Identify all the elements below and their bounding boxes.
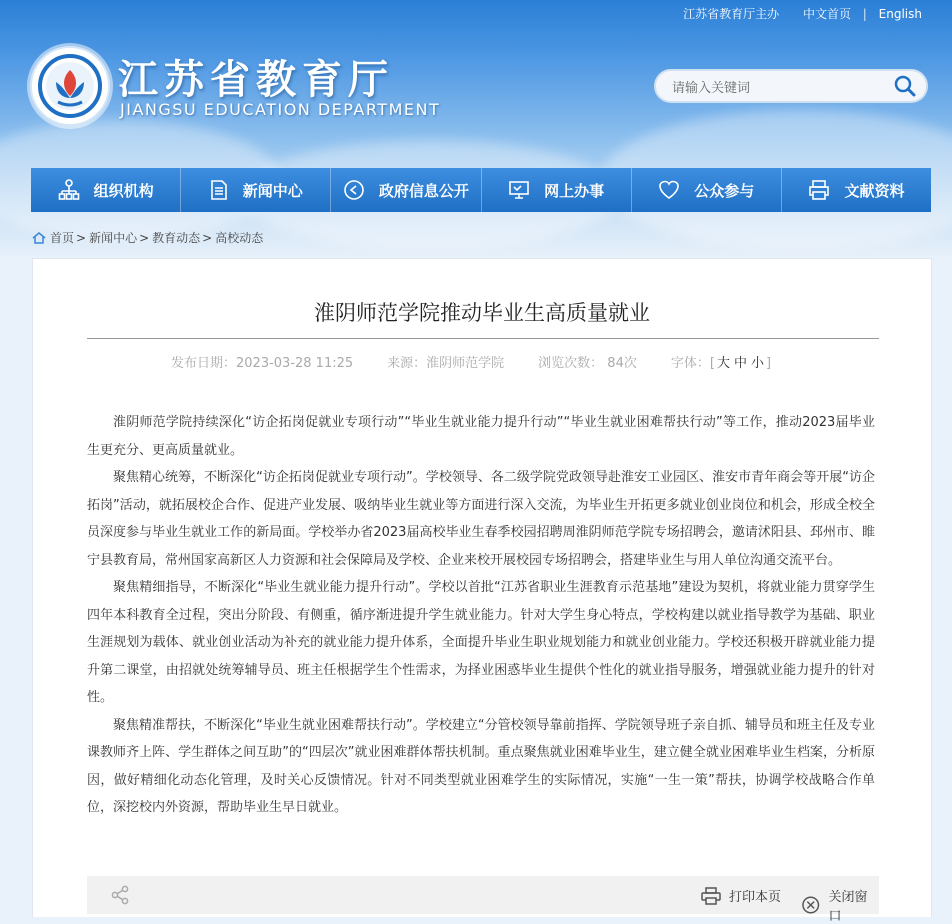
breadcrumb-news[interactable]: 新闻中心	[89, 231, 138, 245]
font-size-switcher	[671, 352, 771, 371]
font-bracket-open: [	[709, 356, 715, 371]
nav-item-public-participation[interactable]	[632, 168, 782, 212]
site-header	[0, 0, 952, 256]
close-circle-icon	[801, 895, 820, 915]
printer-icon	[701, 887, 721, 905]
article-paragraph: 聚焦精心统筹，不断深化“访企拓岗促就业专项行动”。学校领导、各二级学院党政领导赴淮安工业园区、淮安市青年商会等开展“访企拓岗”活动，就拓展校企合作、促进产业发展、吸纳毕业生就业等方面进行深入交流，为毕业生开拓更多就业创业岗位和机会，形成全校全员深度参与毕业生就业工作的新局面。学校举办省2023届高校毕业生春季校园招聘周淮阴师范学院专场招聘会，邀请沭阳县、邳州市、睢宁县教育局，常州国家高新区人力资源和社会保障局及学校、企业来校开展校园专场招聘会，搭建毕业生与用人单位沟通交流平台。	[87, 470, 875, 568]
nav-label: 新闻中心	[242, 181, 303, 200]
breadcrumb-separator: >	[76, 230, 87, 245]
print-button[interactable]	[701, 886, 781, 905]
article-paragraph: 淮阴师范学院持续深化“访企拓岗促就业专项行动”“毕业生就业能力提升行动”“毕业生就业困难帮扶行动”等工作，推动2023届毕业生更充分、更高质量就业。	[87, 415, 875, 458]
nav-item-gov-info[interactable]	[331, 168, 481, 212]
article-title: 淮阴师范学院推动毕业生高质量就业	[314, 301, 650, 325]
site-subtitle: JIANGSU EDUCATION DEPARTMENT	[120, 100, 441, 119]
org-chart-icon	[58, 179, 80, 201]
printer-icon	[808, 179, 830, 201]
search-input[interactable]	[670, 77, 884, 99]
article-meta	[171, 352, 771, 371]
font-medium-button[interactable]: 中	[733, 356, 747, 371]
breadcrumb	[32, 229, 265, 246]
nav-label: 文献资料	[844, 181, 905, 200]
department-logo[interactable]	[30, 46, 110, 126]
home-icon	[32, 232, 46, 244]
home-link[interactable]: 中文首页	[802, 7, 851, 21]
breadcrumb-separator: >	[139, 230, 150, 245]
article-source: 来源：淮阴师范学院	[387, 356, 505, 371]
search-box	[654, 69, 928, 103]
play-circle-icon	[343, 179, 365, 201]
top-separator: |	[862, 7, 867, 21]
font-large-button[interactable]: 大	[716, 356, 730, 371]
close-label: 关闭窗口	[828, 890, 868, 924]
breadcrumb-separator: >	[202, 230, 213, 245]
site-title: 江苏省教育厅	[118, 56, 394, 103]
english-link[interactable]: English	[878, 7, 922, 21]
article-card	[32, 258, 932, 924]
publish-date: 发布日期：2023-03-28 11:25	[171, 356, 354, 371]
heart-icon	[658, 179, 680, 201]
font-size-label: 字体：	[670, 356, 710, 371]
nav-item-online-service[interactable]	[482, 168, 632, 212]
nav-label: 组织机构	[93, 181, 154, 200]
nav-label: 政府信息公开	[378, 181, 469, 200]
article-actions	[87, 876, 879, 924]
font-small-button[interactable]: 小	[750, 356, 764, 371]
emblem-icon	[32, 48, 108, 124]
print-label: 打印本页	[729, 890, 782, 905]
document-icon	[209, 179, 229, 201]
top-links	[675, 5, 922, 22]
article-paragraph: 聚焦精细指导，不断深化“毕业生就业能力提升行动”。学校以首批“江苏省职业生涯教育示范基地”建设为契机，将就业能力贯穿学生四年本科教育全过程，突出分阶段、有侧重，循序渐进提升学生就业能力。针对大学生身心特点，学校构建以就业指导教学为基础、职业生涯规划为载体、就业创业活动为补充的就业能力提升体系，全面提升毕业生职业规划能力和就业创业能力。学校还积极开辟就业能力提升第二课堂，由招就处统筹辅导员、班主任根据学生个性需求，为择业困惑毕业生提供个性化的就业指导服务，增强就业能力提升的针对性。	[87, 580, 875, 705]
breadcrumb-home[interactable]: 首页	[50, 231, 75, 245]
article-body	[87, 409, 875, 822]
nav-item-organization[interactable]	[31, 168, 181, 212]
nav-label: 网上办事	[544, 181, 605, 200]
article-paragraph: 聚焦精准帮扶，不断深化“毕业生就业困难帮扶行动”。学校建立“分管校领导靠前指挥、学院领导班子亲自抓、辅导员和班主任及专业课教师齐上阵、学生群体之间互助”的“四层次”就业困难群体帮扶机制。重点聚焦就业困难毕业生，建立健全就业困难毕业生档案，分析原因，做好精细化动态化管理，及时关心反馈情况。针对不同类型就业困难学生的实际情况，实施“一生一策”帮扶，协调学校战略合作单位，深挖校内外资源，帮助毕业生早日就业。	[87, 717, 875, 815]
search-icon[interactable]	[894, 75, 916, 97]
host-label: 江苏省教育厅主办	[683, 7, 780, 21]
font-bracket-close: ]	[766, 356, 772, 371]
nav-item-documents[interactable]	[782, 168, 931, 212]
title-divider	[87, 338, 879, 339]
close-window-button[interactable]	[801, 886, 879, 924]
share-icon[interactable]	[111, 885, 129, 905]
nav-label: 公众参与	[694, 181, 755, 200]
nav-item-news[interactable]	[181, 168, 331, 212]
main-nav	[31, 168, 931, 212]
breadcrumb-edu-news[interactable]: 教育动态	[152, 231, 201, 245]
view-count: 浏览次数： 84次	[538, 356, 637, 371]
breadcrumb-university-news[interactable]: 高校动态	[215, 231, 264, 245]
monitor-icon	[508, 179, 530, 201]
